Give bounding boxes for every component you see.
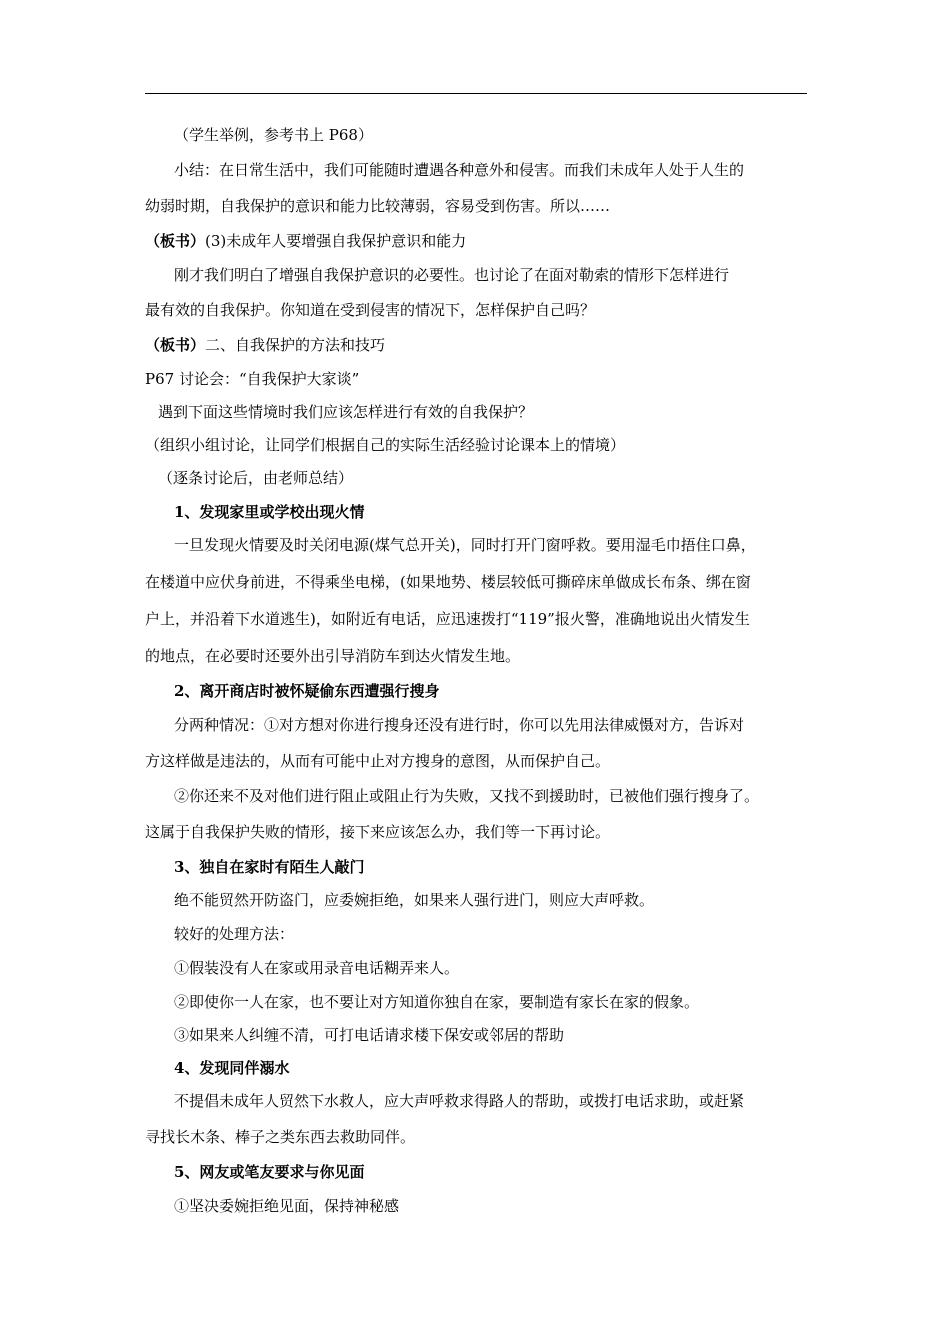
section-heading-3: 3、独自在家时有陌生人敲门 xyxy=(174,858,365,876)
header-rule xyxy=(145,93,807,94)
section-heading-5: 5、网友或笔友要求与你见面 xyxy=(174,1163,365,1181)
paragraph-line: 寻找长木条、棒子之类东西去救助同伴。 xyxy=(145,1128,416,1146)
paragraph-line: P67 讨论会：“自我保护大家谈” xyxy=(145,370,360,388)
paragraph-line: 的地点，在必要时还要外出引导消防车到达火情发生地。 xyxy=(145,647,521,665)
board-note-text: 二、自我保护的方法和技巧 xyxy=(205,336,386,354)
paragraph-line: （逐条讨论后，由老师总结） xyxy=(158,469,354,487)
paragraph-line: 在楼道中应伏身前进，不得乘坐电梯，(如果地势、楼层较低可撕碎床单做成长布条、绑在窗 xyxy=(145,573,751,591)
paragraph-line: 遇到下面这些情境时我们应该怎样进行有效的自我保护？ xyxy=(158,403,534,421)
section-heading-4: 4、发现同伴溺水 xyxy=(174,1059,290,1077)
paragraph-line: ②你还来不及对他们进行阻止或阻止行为失败，又找不到援助时，已被他们强行搜身了。 xyxy=(174,787,760,805)
list-item: ①坚决委婉拒绝见面，保持神秘感 xyxy=(174,1197,400,1215)
list-item: ②即使你一人在家，也不要让对方知道你独自在家，要制造有家长在家的假象。 xyxy=(174,993,700,1011)
paragraph-line: 幼弱时期，自我保护的意识和能力比较薄弱，容易受到伤害。所以…… xyxy=(145,197,611,215)
list-item: ③如果来人纠缠不清，可打电话请求楼下保安或邻居的帮助 xyxy=(174,1026,565,1044)
board-note-line xyxy=(145,231,817,251)
paragraph-line: （组织小组讨论，让同学们根据自己的实际生活经验讨论课本上的情境） xyxy=(145,436,626,454)
paragraph-line: 不提倡未成年人贸然下水救人，应大声呼救求得路人的帮助，或拨打电话求助，或赶紧 xyxy=(174,1092,745,1110)
paragraph-line: 最有效的自我保护。你知道在受到侵害的情况下，怎样保护自己吗？ xyxy=(145,301,596,319)
paragraph-line: 户上，并沿着下水道逃生)，如附近有电话，应迅速拨打“119”报火警，准确地说出火情发生 xyxy=(145,610,750,628)
paragraph-line: 分两种情况：①对方想对你进行搜身还没有进行时，你可以先用法律威慑对方，告诉对 xyxy=(174,716,745,734)
paragraph-line: 刚才我们明白了增强自我保护意识的必要性。也讨论了在面对勒索的情形下怎样进行 xyxy=(174,266,730,284)
paragraph-line: （学生举例，参考书上 P68） xyxy=(174,126,373,144)
paragraph-line: 这属于自我保护失败的情形，接下来应该怎么办，我们等一下再讨论。 xyxy=(145,823,611,841)
board-note-label: （板书） xyxy=(145,336,206,354)
list-item: ①假装没有人在家或用录音电话糊弄来人。 xyxy=(174,959,460,977)
section-heading-1: 1、发现家里或学校出现火情 xyxy=(174,503,365,521)
paragraph-line: 方这样做是违法的，从而有可能中止对方搜身的意图，从而保护自己。 xyxy=(145,752,611,770)
paragraph-line: 绝不能贸然开防盗门，应委婉拒绝，如果来人强行进门，则应大声呼救。 xyxy=(174,891,655,909)
board-note-label: （板书） xyxy=(145,232,206,250)
paragraph-line: 一旦发现火情要及时关闭电源(煤气总开关)，同时打开门窗呼救。要用湿毛巾捂住口鼻， xyxy=(174,536,756,554)
board-note-text: (3)未成年人要增强自我保护意识和能力 xyxy=(205,232,467,250)
paragraph-line: 较好的处理方法： xyxy=(174,925,295,943)
paragraph-line: 小结：在日常生活中，我们可能随时遭遇各种意外和侵害。而我们未成年人处于人生的 xyxy=(174,161,745,179)
section-heading-2: 2、离开商店时被怀疑偷东西遭强行搜身 xyxy=(174,682,440,700)
board-note-line xyxy=(145,335,817,355)
